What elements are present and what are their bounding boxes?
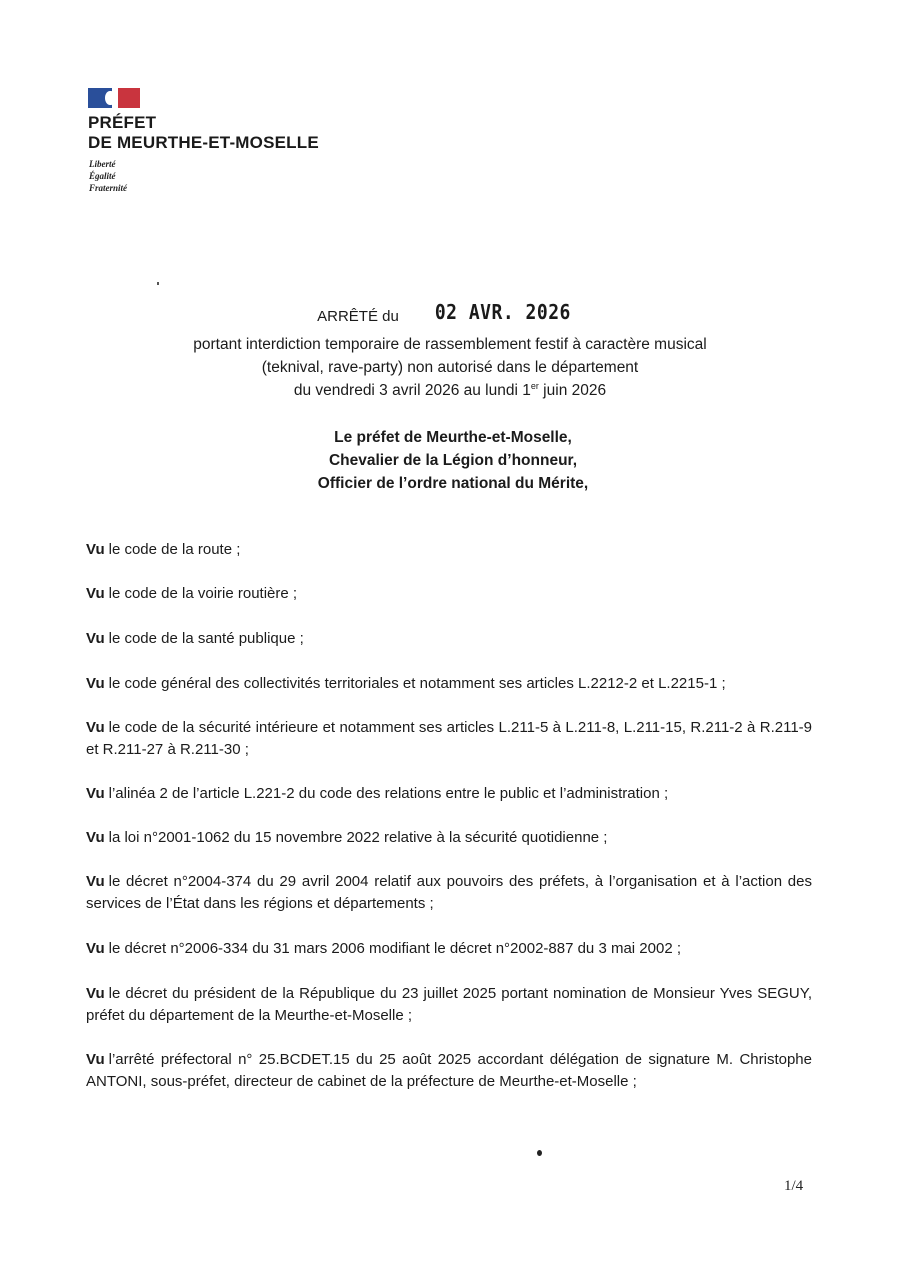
subject-line-2: (teknival, rave-party) non autorisé dans le département bbox=[261, 359, 639, 376]
authority-line-2: Chevalier de la Légion d’honneur, bbox=[328, 452, 578, 469]
prefect-titles bbox=[0, 426, 900, 495]
date-stamp: 02 AVR. 2026 bbox=[434, 300, 571, 325]
visa-item: Vu le code de la sécurité intérieure et notamment ses articles L.211-5 à L.211-8, L.211-15, R.211-2 à R.211-9 et R.211-27 à R.211-30 ; bbox=[86, 719, 812, 758]
subject-line-3: du vendredi 3 avril 2026 au lundi 1er juin 2026 bbox=[293, 380, 607, 399]
logo-red-band bbox=[118, 88, 140, 108]
org-line-1: PRÉFET bbox=[88, 113, 157, 132]
scan-speck bbox=[537, 1150, 542, 1156]
prefecture-name bbox=[88, 113, 319, 153]
visa-item: Vu le code général des collectivités territoriales et notamment ses articles L.2212-2 et L.2215-1 ; bbox=[86, 675, 726, 692]
arrete-subject bbox=[0, 333, 900, 402]
republic-motto bbox=[89, 158, 127, 194]
authority-line-3: Officier de l’ordre national du Mérite, bbox=[317, 475, 589, 492]
visa-item: Vu le décret n°2006-334 du 31 mars 2006 modifiant le décret n°2002-887 du 3 mai 2002 ; bbox=[86, 940, 681, 957]
motto-fraternite: Fraternité bbox=[89, 183, 128, 193]
visa-item: Vu l’arrêté préfectoral n° 25.BCDET.15 du 25 août 2025 accordant délégation de signature M. Christophe ANTONI, sous-préfet, directeur de cabinet de la préfecture de Meurthe-et-Moselle ; bbox=[86, 1051, 812, 1090]
arrete-heading bbox=[0, 300, 900, 326]
page-number: 1/4 bbox=[784, 1178, 804, 1194]
visa-item: Vu le code de la route ; bbox=[86, 541, 241, 558]
visa-item: Vu la loi n°2001-1062 du 15 novembre 2022 relative à la sécurité quotidienne ; bbox=[86, 829, 608, 846]
visa-item: Vu le décret n°2004-374 du 29 avril 2004 relatif aux pouvoirs des préfets, à l’organisation et à l’action des services de l’État dans les régions et départements ; bbox=[86, 873, 812, 912]
visa-item: Vu l’alinéa 2 de l’article L.221-2 du code des relations entre le public et l’administration ; bbox=[86, 785, 669, 802]
logo-blue-band bbox=[88, 88, 112, 108]
marianne-logo bbox=[88, 88, 140, 108]
authority-line-1: Le préfet de Meurthe-et-Moselle, bbox=[334, 429, 572, 446]
visa-item: Vu le décret du président de la République du 23 juillet 2025 portant nomination de Monsieur Yves SEGUY, préfet du département de la Meurthe-et-Moselle ; bbox=[86, 985, 812, 1024]
visa-item: Vu le code de la voirie routière ; bbox=[86, 585, 298, 602]
arrete-label: ARRÊTÉ du bbox=[317, 308, 399, 325]
motto-liberte: Liberté bbox=[89, 159, 116, 169]
scan-mark bbox=[157, 282, 159, 285]
subject-line-1: portant interdiction temporaire de rassemblement festif à caractère musical bbox=[193, 336, 707, 353]
motto-egalite: Égalité bbox=[89, 171, 116, 181]
visa-item: Vu le code de la santé publique ; bbox=[86, 630, 304, 647]
org-line-2: DE MEURTHE-ET-MOSELLE bbox=[88, 133, 319, 152]
